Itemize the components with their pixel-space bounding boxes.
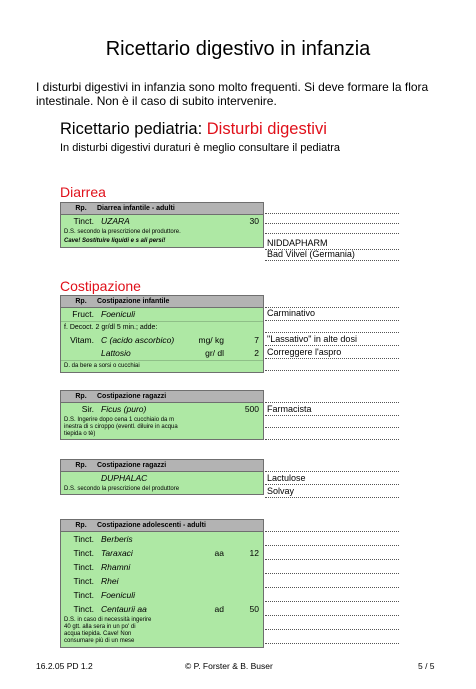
- recipe-row: [61, 472, 263, 485]
- recipe-header: [61, 203, 263, 215]
- recipe-note: D.S. Ingerire dopo cena 1 cucchiaio da m inestra di s ciroppo (eventl. diluire in acqua tiepida o tè): [64, 417, 178, 437]
- ingredient-qty: 7: [254, 335, 259, 345]
- recipe-row: [61, 560, 263, 574]
- ingredient-name: C (acido ascorbico): [101, 335, 175, 345]
- ingredient-form: Tinct.: [73, 534, 94, 544]
- recipe-header: [61, 391, 263, 403]
- ingredient-name: DUPHALAC: [101, 473, 148, 483]
- recipe-row: [61, 546, 263, 560]
- intro-paragraph: I disturbi digestivi in infanzia sono molto frequenti. Si deve formare la flora intestinale. Non è il caso di subito intervenire.: [36, 80, 429, 108]
- recipe-row: [61, 602, 263, 616]
- pediatric-heading-highlight: Disturbi digestivi: [206, 120, 327, 138]
- ingredient-name: UZARA: [101, 216, 130, 226]
- side-note: NIDDAPHARM: [267, 238, 328, 248]
- side-note: Bad Vilvel (Germania): [267, 249, 355, 259]
- section-costipazione: Costipazione: [60, 278, 141, 294]
- ingredient-form: Tinct.: [73, 548, 94, 558]
- recipe-title: Diarrea infantile - adulti: [97, 205, 175, 212]
- recipe-header: [61, 520, 263, 532]
- ingredient-name: Foeniculi: [101, 590, 136, 600]
- footer-copyright: © P. Forster & B. Buser: [185, 661, 273, 671]
- ingredient-name: Ficus (puro): [101, 404, 147, 414]
- recipe-box-costipazione-ragazzi-2: [60, 459, 264, 495]
- ingredient-name: Rhei: [101, 576, 119, 586]
- recipe-note: D.S. secondo la prescrizione del produttore.: [64, 229, 181, 235]
- recipe-note: D.S. secondo la prescrizione del produttore: [64, 486, 180, 492]
- ingredient-form: Tinct.: [73, 576, 94, 586]
- side-note: "Lassativo" in alte dosi: [267, 334, 357, 344]
- rp-label: Rp.: [75, 298, 87, 305]
- side-note: Carminativo: [267, 308, 316, 318]
- ingredient-form: Tinct.: [73, 216, 94, 226]
- rp-label: Rp.: [75, 462, 87, 469]
- side-note: Correggere l'aspro: [267, 347, 342, 357]
- recipe-title: Costipazione ragazzi: [97, 462, 167, 469]
- ingredient-qty: 12: [249, 548, 259, 558]
- ingredient-form: Tinct.: [73, 604, 94, 614]
- ingredient-qty: 500: [244, 404, 259, 414]
- recipe-row: [61, 347, 263, 360]
- ingredient-form: Tinct.: [73, 590, 94, 600]
- footer-page-number: 5 / 5: [418, 661, 435, 671]
- ingredient-name: Rhamni: [101, 562, 131, 572]
- ingredient-qty: 50: [249, 604, 259, 614]
- ingredient-form: Fruct.: [72, 309, 94, 319]
- side-note: Farmacista: [267, 404, 312, 414]
- recipe-note: f. Decoct. 2 gr/dl 5 min.; adde:: [61, 321, 263, 334]
- side-note: Lactulose: [267, 473, 306, 483]
- ingredient-name: Foeniculi: [101, 309, 136, 319]
- ingredient-name: Lattosio: [101, 348, 131, 358]
- recipe-header: [61, 296, 263, 308]
- ingredient-qty: 30: [249, 216, 259, 226]
- recipe-row: [61, 588, 263, 602]
- ingredient-unit: gr/ dl: [205, 348, 224, 358]
- pediatric-heading-prefix: Ricettario pediatria:: [60, 120, 203, 138]
- rp-label: Rp.: [75, 205, 87, 212]
- ingredient-form: Vitam.: [70, 335, 94, 345]
- recipe-note: D.S. in caso di necessità ingerire 40 gtt. alla sera in un po' di acqua tiepida. Cave! Non consumare più di un mese: [64, 617, 152, 644]
- ingredient-unit: ad: [214, 604, 224, 614]
- rp-label: Rp.: [75, 393, 87, 400]
- footer-date: 16.2.05 PD 1.2: [36, 661, 93, 671]
- ingredient-form: Tinct.: [73, 562, 94, 572]
- recipe-box-costipazione-ragazzi-1: [60, 390, 264, 440]
- ingredient-unit: aa: [214, 548, 224, 558]
- recipe-row: [61, 403, 263, 416]
- recipe-title: Costipazione adolescenti - adulti: [97, 522, 206, 529]
- recipe-row: [61, 574, 263, 588]
- recipe-warning: Cave! Sostituire liquidi e s ali persi!: [64, 238, 166, 244]
- ingredient-unit: mg/ kg: [198, 335, 224, 345]
- recipe-row: [61, 334, 263, 347]
- recipe-title: Costipazione ragazzi: [97, 393, 167, 400]
- ingredient-name: Centaurii aa: [101, 604, 147, 614]
- recipe-row: [61, 215, 263, 228]
- pediatric-note: In disturbi digestivi duraturi è meglio consultare il pediatra: [60, 142, 341, 154]
- recipe-row: [61, 532, 263, 546]
- recipe-box-costipazione-adulti: [60, 519, 264, 648]
- ingredient-form: Sir.: [81, 404, 94, 414]
- page-title: Ricettario digestivo in infanzia: [105, 38, 371, 60]
- pediatric-heading: [60, 120, 327, 139]
- side-note: Solvay: [267, 486, 295, 496]
- recipe-header: [61, 460, 263, 472]
- rp-label: Rp.: [75, 522, 87, 529]
- recipe-note: D. da bere a sorsi o cucchiai: [61, 360, 263, 372]
- ingredient-name: Berberis: [101, 534, 133, 544]
- recipe-box-costipazione-infantile: [60, 295, 264, 373]
- ingredient-name: Taraxaci: [101, 548, 133, 558]
- recipe-title: Costipazione infantile: [97, 298, 170, 305]
- section-diarrea: Diarrea: [60, 184, 106, 200]
- recipe-box-diarrea: [60, 202, 264, 248]
- ingredient-qty: 2: [254, 348, 259, 358]
- recipe-row: [61, 308, 263, 321]
